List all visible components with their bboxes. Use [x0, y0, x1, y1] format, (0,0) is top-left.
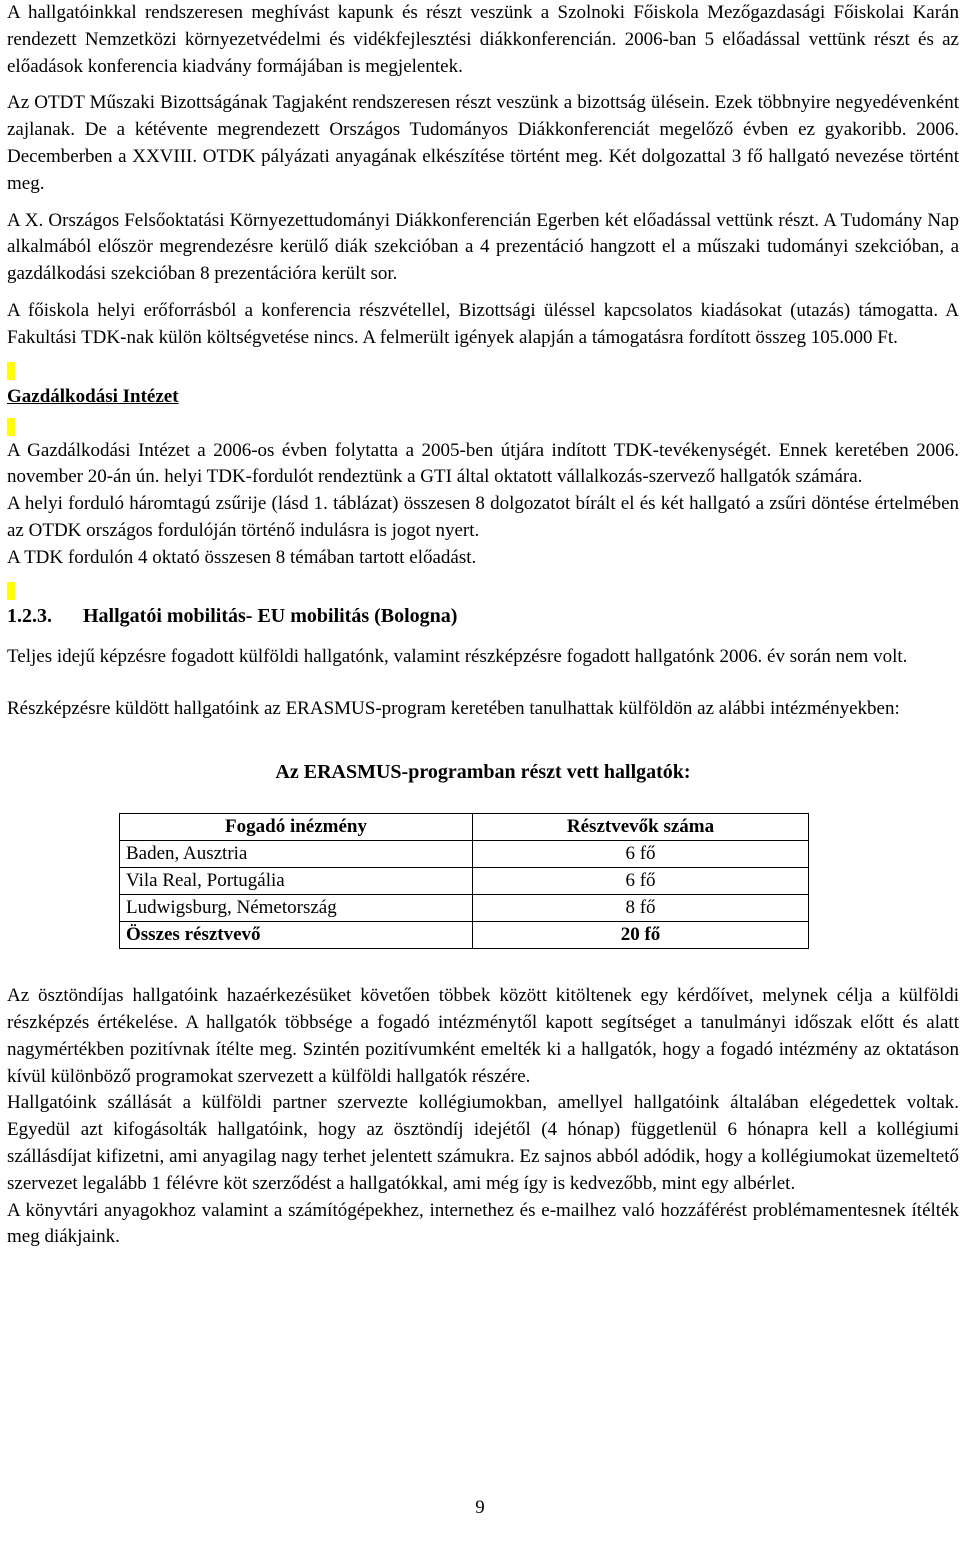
section-title: Hallgatói mobilitás- EU mobilitás (Bologna) [83, 604, 458, 627]
table-row [120, 895, 809, 922]
paragraph-gti-tdk: A Gazdálkodási Intézet a 2006-os évben folytatta a 2005-ben útjára indított TDK-tevékenységét. Ennek keretében 2006. november 20-án ún. helyi TDK-fordulót rendeztünk a GTI által oktatott vállalkozás-szervező hallgatók számára. [7, 439, 959, 488]
erasmus-table [119, 813, 809, 949]
paragraph-questionnaire: Az ösztöndíjas hallgatóink hazaérkezésüket követően többek között kitöltenek egy kérdőívet, melynek célja a külföldi részképzés értékelése. A hallgatók többsége a fogadó intézménytől kapott segítséget a tanulmányi időszak előtt és alatt nagymértékben pozitívnak ítélte meg. Szintén pozitívumként emelték ki a hallgatók, hogy a fogadó intézmény az oktatáson kívül különböző programokat szervezett a külföldi hallgatók részére. [7, 985, 959, 1087]
paragraph-library-access: A könyvtári anyagokhoz valamint a számítógépekhez, internethez és e-mailhez való hozzáférést problémamentesnek ítélték meg diákjaink. [7, 1199, 959, 1248]
paragraph-accommodation: Hallgatóink szállását a külföldi partner szervezte kollégiumokban, amellyel hallgatóink általában elégedettek voltak. Egyedül azt kifogásolták hallgatóink, hogy az ösztöndíj idejétől (4 hónap) függetlenül 6 hónapra kell a kollégiumi szállásdíjat kifizetni, ami anyagilag nagy terhet jelentett számukra. Ez sajnos abból adódik, hogy a kollégiumokat üzemeltető szervezet legalább 1 félévre köt szerződést a hallgatókkal, ami még így is kedvezőbb, mint egy albérlet. [7, 1092, 959, 1194]
column-header-institution: Fogadó inézmény [120, 814, 473, 841]
page-number: 9 [475, 1497, 485, 1518]
heading-gazdalkodasi-intezet: Gazdálkodási Intézet [7, 385, 179, 407]
participants-cell: 8 fő [473, 895, 809, 922]
column-header-participants: Résztvevők száma [473, 814, 809, 841]
table-row [120, 868, 809, 895]
participants-cell: 6 fő [473, 841, 809, 868]
table-caption: Az ERASMUS-programban részt vett hallgatók: [275, 761, 691, 784]
highlight-marker [7, 362, 15, 380]
paragraph-jury: A helyi forduló háromtagú zsűrije (lásd 1. táblázat) összesen 8 dolgozatot bírált el és két hallgató a zsűri döntése értelmében az OTDK országos fordulóján történő indulásra is jogot nyert. [7, 493, 959, 541]
paragraph-lecturers: A TDK fordulón 4 oktató összesen 8 témában tartott előadást. [7, 546, 477, 568]
participants-cell: 6 fő [473, 868, 809, 895]
paragraph-diakkonferencia: A X. Országos Felsőoktatási Környezettudományi Diákkonferencián Egerben két előadással vettünk részt. A Tudomány Nap alkalmából először megrendezésre kerülő diák szekcióban a 4 prezentáció hangzott el a műszaki tudományi szekcióban, a gazdálkodási szekcióban 8 prezentációra került sor. [7, 209, 959, 285]
institution-cell: Baden, Ausztria [120, 841, 473, 868]
paragraph-conference: A hallgatóinkkal rendszeresen meghívást kapunk és részt veszünk a Szolnoki Főiskola Mezőgazdasági Főiskolai Karán rendezett Nemzetközi környezetvédelmi és vidékfejlesztési diákkonferencián. 2006-ban 5 előadással vettünk részt és az előadások konferencia kiadvány formájában is megjelentek. [7, 2, 959, 77]
highlight-marker [7, 418, 15, 436]
table-total-row [120, 922, 809, 949]
institution-cell: Vila Real, Portugália [120, 868, 473, 895]
section-number: 1.2.3. [7, 604, 52, 627]
institution-cell: Ludwigsburg, Németország [120, 895, 473, 922]
section-heading [7, 602, 959, 630]
paragraph-full-time: Teljes idejű képzésre fogadott külföldi hallgatónk, valamint részképzésre fogadott hallgatónk 2006. év során nem volt. [7, 645, 908, 667]
paragraph-erasmus-intro: Részképzésre küldött hallgatóink az ERASMUS-program keretében tanulhattak külföldön az alábbi intézményekben: [7, 698, 900, 720]
paragraph-otdt: Az OTDT Műszaki Bizottságának Tagjaként rendszeresen részt veszünk a bizottság ülésein. Ezek többnyire negyedévenként zajlanak. De a kétévente megrendezett Országos Tudományos Diákkonferenciát megelőző évben ez gyakoribb. 2006. Decemberben a XXVIII. OTDK pályázati anyagának elkészítése történt meg. Két dolgozattal 3 fő hallgató nevezése történt meg. [7, 92, 959, 194]
table-header-row [120, 814, 809, 841]
total-value-cell: 20 fő [473, 922, 809, 949]
highlight-marker [7, 582, 15, 600]
document-page [7, 0, 959, 1251]
paragraph-funding: A főiskola helyi erőforrásból a konferencia részvétellel, Bizottsági üléssel kapcsolatos kiadásokat (utazás) támogatta. A Fakultási TDK-nak külön költségvetése nincs. A felmerült igények alapján a támogatásra fordított összeg 105.000 Ft. [7, 299, 959, 348]
total-label-cell: Összes résztvevő [120, 922, 473, 949]
table-row [120, 841, 809, 868]
